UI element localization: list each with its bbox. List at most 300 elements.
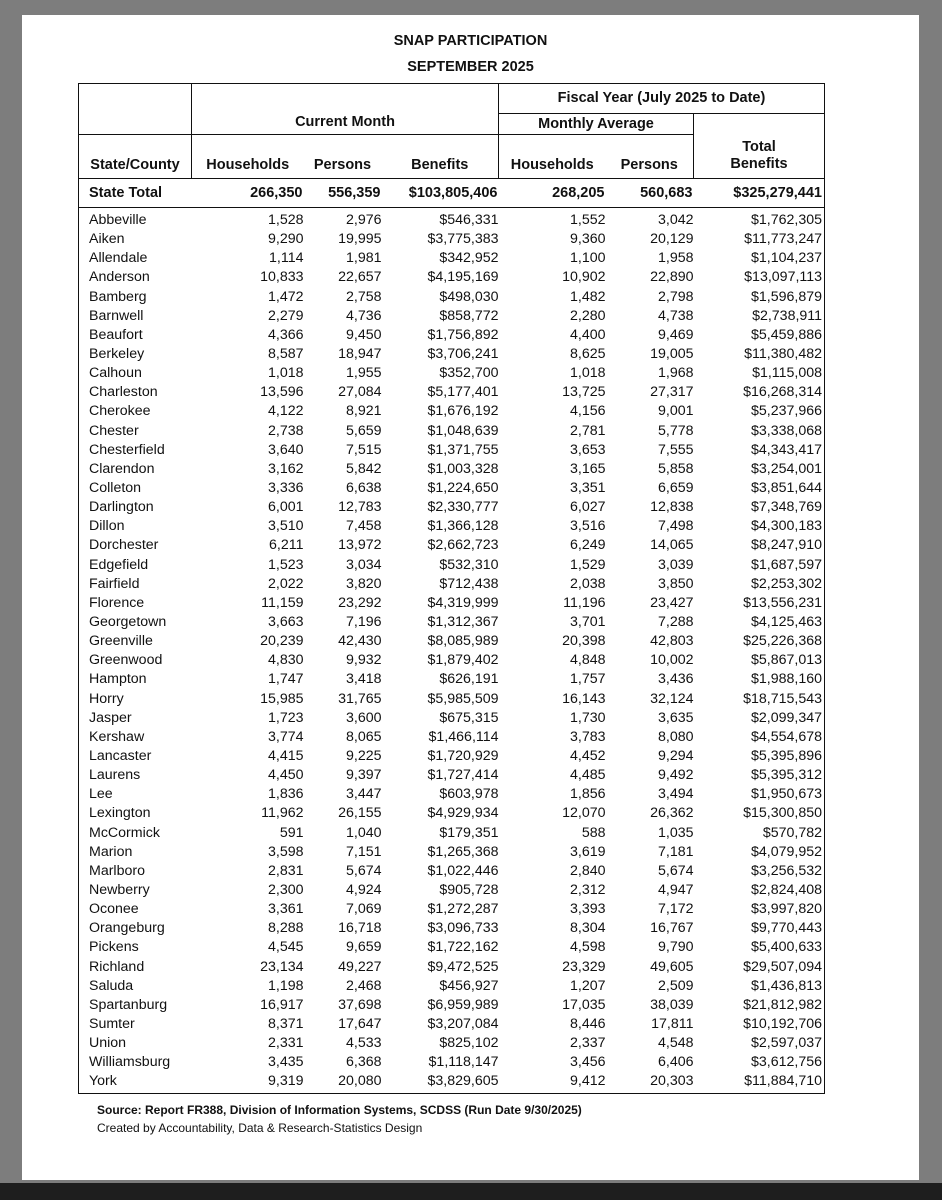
fy-households: 12,070: [562, 805, 606, 822]
cm-households: 1,523: [267, 556, 304, 573]
table-row: [79, 230, 825, 249]
cm-benefits: $2,330,777: [427, 499, 499, 516]
cm-households: 3,598: [267, 843, 304, 860]
fy-households: 1,482: [569, 288, 606, 305]
fy-households: 1,856: [569, 786, 606, 803]
table-row: [79, 441, 825, 460]
table-row: [79, 594, 825, 613]
cm-households: 3,640: [267, 441, 304, 458]
table-row: [79, 881, 825, 900]
cm-households: 6,211: [269, 537, 304, 554]
cm-households: 9,290: [267, 231, 304, 248]
total-benefits-spacer: [694, 113, 825, 134]
fy-persons: 23,427: [650, 594, 694, 611]
fy-households: 3,783: [569, 728, 606, 745]
cm-benefits: $3,775,383: [427, 231, 499, 248]
credit-note: Created by Accountability, Data & Research-Statistics Design: [97, 1121, 423, 1135]
fy-total-benefits: $3,256,532: [751, 862, 823, 879]
fy-households: 588: [581, 824, 606, 841]
county-name: Sumter: [89, 1015, 135, 1032]
cm-persons: 9,397: [345, 767, 382, 784]
cm-households: 3,435: [267, 1054, 304, 1071]
county-name: Anderson: [89, 269, 150, 286]
county-name: Lancaster: [89, 748, 152, 764]
table-bottom-spacer: [79, 1091, 825, 1094]
fy-persons: 1,035: [657, 824, 694, 841]
cm-persons: 3,447: [345, 786, 382, 803]
cm-households: 23,134: [260, 958, 304, 975]
cm-benefits: $3,096,733: [427, 920, 499, 937]
cm-persons: 5,674: [345, 862, 382, 879]
table-row: [79, 479, 825, 498]
cm-households: 3,663: [267, 614, 304, 631]
table-row: [79, 900, 825, 919]
county-name: Chester: [89, 422, 139, 439]
county-name: Williamsburg: [89, 1054, 171, 1071]
cm-benefits: $1,727,414: [427, 767, 499, 784]
cm-persons: 3,600: [345, 709, 382, 726]
table-row: [79, 1053, 825, 1072]
cm-households: 1,198: [267, 977, 304, 994]
cm-benefits: $1,118,147: [428, 1054, 499, 1071]
cm-benefits: $1,048,639: [427, 422, 499, 439]
table-row: [79, 651, 825, 670]
fiscal-year-header: Fiscal Year (July 2025 to Date): [499, 84, 825, 114]
fy-households: 1,018: [569, 365, 606, 382]
fy-total-benefits: $1,988,160: [751, 671, 823, 688]
cm-households: 2,022: [267, 575, 304, 592]
cm-benefits: $1,265,368: [427, 843, 499, 860]
county-name: Orangeburg: [89, 920, 165, 937]
cm-persons: 49,227: [338, 958, 382, 975]
fy-households: 16,143: [562, 690, 606, 707]
cm-households: 11,159: [261, 594, 304, 611]
fy-total-benefits: $15,300,850: [743, 805, 823, 822]
fy-total-benefits: $3,997,820: [751, 901, 823, 918]
total-benefits-line1: Total: [742, 139, 776, 155]
table-row: [79, 383, 825, 402]
fy-total-benefits: $5,395,896: [751, 748, 823, 764]
cm-persons: 3,034: [345, 556, 382, 573]
fy-households: 8,625: [569, 346, 606, 363]
cm-households: 4,450: [267, 767, 304, 784]
report-page: [22, 15, 919, 1180]
fy-total-benefits: $4,125,463: [751, 614, 823, 631]
cm-households: 1,472: [267, 288, 304, 305]
county-table: [78, 204, 825, 1094]
state-total-fy-persons: 560,683: [640, 185, 693, 201]
cm-benefits: $1,466,114: [428, 728, 499, 745]
fy-total-benefits: $4,343,417: [751, 441, 823, 458]
county-name: Greenville: [89, 633, 153, 650]
cm-households: 4,830: [267, 652, 304, 669]
table-row: [79, 288, 825, 307]
current-month-label: Current Month: [295, 114, 395, 130]
fy-households: 4,485: [569, 767, 606, 784]
cm-benefits: $1,312,367: [427, 614, 499, 631]
fy-persons: 7,181: [657, 843, 694, 860]
fy-households: 20,398: [562, 633, 606, 650]
table-row: [79, 460, 825, 479]
fy-persons: 7,288: [657, 614, 694, 631]
fy-total-benefits: $11,380,482: [744, 346, 823, 363]
county-name: Oconee: [89, 901, 139, 918]
state-total-cm-benefits: $103,805,406: [408, 185, 498, 201]
cm-persons: 9,450: [345, 326, 382, 343]
fy-persons: 22,890: [650, 269, 694, 286]
fy-households: 3,456: [569, 1054, 606, 1071]
cm-households: 16,917: [260, 996, 304, 1013]
fy-persons: 17,811: [651, 1015, 694, 1032]
cm-households: 2,738: [267, 422, 304, 439]
table-row: [79, 804, 825, 823]
fy-persons: 27,317: [650, 384, 694, 401]
fy-total-benefits: $4,554,678: [751, 728, 823, 745]
cm-persons: 12,783: [338, 499, 382, 516]
cm-benefits: $4,929,934: [427, 805, 499, 822]
table-row: [79, 709, 825, 728]
table-row: [79, 556, 825, 575]
county-name: Calhoun: [89, 365, 142, 382]
cm-benefits: $1,371,755: [427, 441, 499, 458]
table-row: [79, 766, 825, 785]
cm-households: 6,001: [267, 499, 304, 516]
table-row: [79, 977, 825, 996]
state-total-cm-households: 266,350: [250, 185, 303, 201]
fy-households: 3,653: [569, 441, 606, 458]
cm-persons: 27,084: [338, 384, 382, 401]
fy-persons: 4,548: [657, 1035, 694, 1052]
monthly-average-header: Monthly Average: [499, 113, 694, 134]
fy-total-benefits: $29,507,094: [743, 958, 823, 975]
header-corner: [79, 84, 192, 135]
cm-persons: 5,659: [345, 422, 382, 439]
fy-households: 1,757: [569, 671, 606, 688]
cm-households: 4,415: [267, 748, 304, 764]
fy-households: 3,351: [569, 480, 606, 497]
cm-benefits: $712,438: [439, 575, 499, 592]
fy-total-benefits: $1,596,879: [751, 288, 823, 305]
fy-total-benefits: $13,556,231: [743, 594, 823, 611]
table-row: [79, 1015, 825, 1034]
cm-persons: 16,718: [338, 920, 382, 937]
county-name: Marlboro: [89, 862, 145, 879]
county-name: Berkeley: [89, 346, 145, 363]
cm-benefits: $1,879,402: [427, 652, 499, 669]
fy-households: 9,412: [569, 1073, 606, 1090]
fy-households: 2,038: [569, 575, 606, 592]
cm-households: 11,962: [261, 805, 304, 822]
county-name: Dillon: [89, 518, 125, 535]
fy-total-benefits: $5,867,013: [751, 652, 823, 669]
fy-households: 2,280: [569, 307, 606, 324]
fy-total-benefits: $8,247,910: [751, 537, 823, 554]
fy-persons: 5,858: [657, 460, 694, 477]
table-row: [79, 670, 825, 689]
fy-households: 2,840: [569, 862, 606, 879]
cm-benefits: $5,985,509: [427, 690, 499, 707]
fy-households: 1,100: [569, 250, 606, 267]
fy-persons: 3,850: [657, 575, 694, 592]
fy-total-benefits: $5,395,312: [751, 767, 823, 784]
fy-households: 1,552: [569, 212, 606, 229]
report-period: SEPTEMBER 2025: [407, 59, 534, 75]
fy-total-benefits: $21,812,982: [743, 996, 823, 1013]
county-name: Richland: [89, 958, 145, 975]
fy-total-benefits: $5,400,633: [751, 939, 823, 956]
cm-benefits: $532,310: [439, 556, 499, 573]
fy-persons: 38,039: [650, 996, 694, 1013]
cm-households: 1,114: [269, 250, 304, 267]
county-name: Greenwood: [89, 652, 163, 669]
fy-persons: 14,065: [650, 537, 694, 554]
cm-persons: 6,638: [345, 480, 382, 497]
county-name: Aiken: [89, 231, 125, 248]
fy-persons: 32,124: [650, 690, 694, 707]
cm-households: 3,336: [267, 480, 304, 497]
cm-persons: 17,647: [338, 1015, 382, 1032]
table-row: [79, 938, 825, 957]
cm-benefits: $4,319,999: [427, 594, 499, 611]
county-name: Clarendon: [89, 460, 155, 477]
fy-persons: 9,790: [657, 939, 694, 956]
table-row: [79, 843, 825, 862]
cm-persons: 37,698: [338, 996, 382, 1013]
cm-benefits: $675,315: [439, 709, 499, 726]
county-name: Lexington: [89, 805, 151, 822]
cm-persons: 26,155: [338, 805, 382, 822]
fy-total-benefits: $1,115,008: [752, 365, 823, 382]
table-row: [79, 1072, 825, 1091]
cm-persons: 1,981: [345, 250, 382, 267]
fy-total-benefits: $3,612,756: [751, 1054, 823, 1071]
county-name: Bamberg: [89, 288, 147, 305]
fy-total-benefits: $1,762,305: [751, 212, 823, 229]
county-name: Newberry: [89, 881, 150, 898]
fy-persons: 8,080: [657, 728, 694, 745]
county-name: Beaufort: [89, 326, 143, 343]
fy-persons: 16,767: [650, 920, 694, 937]
fy-persons: 10,002: [650, 652, 694, 669]
fy-persons: 5,778: [657, 422, 694, 439]
cm-households: 20,239: [260, 633, 304, 650]
cm-benefits: $1,720,929: [427, 748, 499, 764]
county-name: Union: [89, 1035, 127, 1052]
fy-households: 4,848: [569, 652, 606, 669]
table-row: [79, 862, 825, 881]
county-name: Jasper: [89, 709, 132, 726]
fy-total-benefits: $4,300,183: [751, 518, 823, 535]
fy-persons: 3,436: [657, 671, 694, 688]
cm-persons: 3,418: [345, 671, 382, 688]
fy-persons: 26,362: [650, 805, 694, 822]
fy-households: 3,701: [569, 614, 606, 631]
fy-total-benefits: $13,097,113: [744, 269, 823, 286]
fy-persons: 20,303: [650, 1073, 694, 1090]
table-row: [79, 517, 825, 536]
county-name: Darlington: [89, 499, 154, 516]
fy-persons: 6,659: [657, 480, 694, 497]
col-cm-persons: Persons: [304, 134, 382, 179]
fy-households: 1,730: [569, 709, 606, 726]
table-row: [79, 632, 825, 651]
fy-persons: 7,555: [657, 441, 694, 458]
table-row: [79, 785, 825, 804]
cm-benefits: $546,331: [439, 212, 499, 229]
cm-persons: 22,657: [338, 269, 382, 286]
table-row: [79, 824, 825, 843]
fy-total-benefits: $1,436,813: [751, 977, 823, 994]
cm-households: 13,596: [260, 384, 304, 401]
cm-benefits: $1,756,892: [427, 326, 499, 343]
table-row: [79, 957, 825, 976]
county-name: Hampton: [89, 671, 147, 688]
cm-benefits: $603,978: [439, 786, 499, 803]
cm-households: 4,545: [267, 939, 304, 956]
cm-households: 8,371: [267, 1015, 304, 1032]
cm-benefits: $456,927: [439, 977, 499, 994]
cm-households: 8,288: [267, 920, 304, 937]
table-row: [79, 211, 825, 230]
cm-persons: 18,947: [338, 346, 382, 363]
cm-benefits: $8,085,989: [427, 633, 499, 650]
county-name: Pickens: [89, 939, 139, 956]
table-row: [79, 690, 825, 709]
fy-households: 17,035: [562, 996, 606, 1013]
county-name: Colleton: [89, 480, 142, 497]
fy-persons: 7,172: [657, 901, 694, 918]
table-row: [79, 307, 825, 326]
fy-persons: 49,605: [650, 958, 694, 975]
fy-persons: 1,958: [657, 250, 694, 267]
cm-benefits: $1,722,162: [427, 939, 499, 956]
fy-total-benefits: $25,226,368: [743, 633, 823, 650]
fy-total-benefits: $2,824,408: [751, 881, 823, 898]
cm-persons: 7,069: [345, 901, 382, 918]
cm-benefits: $2,662,723: [427, 537, 499, 554]
cm-persons: 4,736: [345, 307, 382, 324]
fy-households: 1,207: [569, 977, 606, 994]
current-month-header: [192, 84, 499, 135]
cm-benefits: $9,472,525: [427, 958, 499, 975]
county-name: McCormick: [89, 824, 160, 841]
cm-persons: 31,765: [338, 690, 382, 707]
cm-persons: 2,468: [345, 977, 382, 994]
cm-persons: 42,430: [338, 633, 382, 650]
fy-total-benefits: $9,770,443: [751, 920, 823, 937]
county-name: Saluda: [89, 977, 134, 994]
cm-households: 15,985: [260, 690, 304, 707]
cm-benefits: $342,952: [439, 250, 499, 267]
cm-households: 3,510: [267, 518, 304, 535]
fy-households: 4,598: [569, 939, 606, 956]
fy-households: 23,329: [562, 958, 606, 975]
cm-persons: 13,972: [338, 537, 382, 554]
fy-total-benefits: $5,459,886: [751, 326, 823, 343]
cm-benefits: $1,022,446: [427, 862, 499, 879]
fy-households: 1,529: [569, 556, 606, 573]
county-name: Cherokee: [89, 403, 151, 420]
report-title: SNAP PARTICIPATION: [393, 33, 548, 49]
fy-persons: 3,039: [657, 556, 694, 573]
fy-households: 6,027: [569, 499, 606, 516]
table-row: [79, 345, 825, 364]
cm-households: 591: [279, 824, 304, 841]
total-benefits-line2: Benefits: [730, 156, 788, 172]
county-name: Marion: [89, 843, 133, 860]
county-name: Charleston: [89, 384, 158, 401]
cm-benefits: $858,772: [439, 307, 499, 324]
table-row: [79, 326, 825, 345]
cm-persons: 7,458: [345, 518, 382, 535]
state-total-fy-households: 268,205: [552, 185, 605, 201]
cm-persons: 3,820: [345, 575, 382, 592]
cm-benefits: $1,003,328: [427, 460, 499, 477]
cm-households: 10,833: [260, 269, 304, 286]
fy-total-benefits: $7,348,769: [751, 499, 823, 516]
cm-persons: 1,955: [345, 365, 382, 382]
column-header-table: [78, 134, 825, 179]
cm-benefits: $498,030: [439, 288, 499, 305]
fy-persons: 4,738: [657, 307, 694, 324]
cm-persons: 8,921: [345, 403, 382, 420]
table-row: [79, 1034, 825, 1053]
cm-households: 8,587: [267, 346, 304, 363]
county-name: Dorchester: [89, 537, 159, 554]
county-name: Chesterfield: [89, 441, 165, 458]
table-row: [79, 728, 825, 747]
fy-households: 13,725: [562, 384, 606, 401]
fy-total-benefits: $5,237,966: [751, 403, 823, 420]
fy-total-benefits: $2,738,911: [752, 307, 823, 324]
fy-persons: 2,798: [657, 288, 694, 305]
cm-persons: 23,292: [338, 594, 382, 611]
cm-households: 1,836: [267, 786, 304, 803]
fy-households: 3,165: [569, 460, 606, 477]
county-name: Florence: [89, 594, 145, 611]
cm-persons: 9,225: [345, 748, 382, 764]
col-fy-persons: Persons: [606, 134, 694, 179]
table-row: [79, 498, 825, 517]
county-name: York: [89, 1073, 117, 1090]
cm-benefits: $905,728: [439, 881, 499, 898]
county-name: Edgefield: [89, 556, 149, 573]
county-name: Lee: [89, 786, 113, 803]
county-name: Laurens: [89, 767, 141, 784]
cm-households: 1,018: [267, 365, 304, 382]
cm-benefits: $3,829,605: [427, 1073, 499, 1090]
cm-persons: 7,196: [345, 614, 382, 631]
fy-total-benefits: $4,079,952: [751, 843, 823, 860]
cm-persons: 2,976: [345, 212, 382, 229]
fy-total-benefits: $1,104,237: [751, 250, 823, 267]
cm-households: 3,774: [267, 728, 304, 745]
cm-households: 2,300: [267, 881, 304, 898]
fy-households: 3,619: [569, 843, 606, 860]
col-cm-benefits: Benefits: [382, 134, 499, 179]
fy-total-benefits: $2,597,037: [751, 1035, 823, 1052]
cm-persons: 20,080: [338, 1073, 382, 1090]
fy-households: 8,446: [569, 1015, 606, 1032]
cm-households: 2,831: [267, 862, 304, 879]
fy-persons: 6,406: [657, 1054, 694, 1071]
county-name: Allendale: [89, 250, 148, 267]
cm-persons: 5,842: [345, 460, 382, 477]
fy-persons: 12,838: [650, 499, 694, 516]
cm-benefits: $1,224,650: [427, 480, 499, 497]
fy-persons: 2,509: [657, 977, 694, 994]
cm-persons: 19,995: [338, 231, 382, 248]
